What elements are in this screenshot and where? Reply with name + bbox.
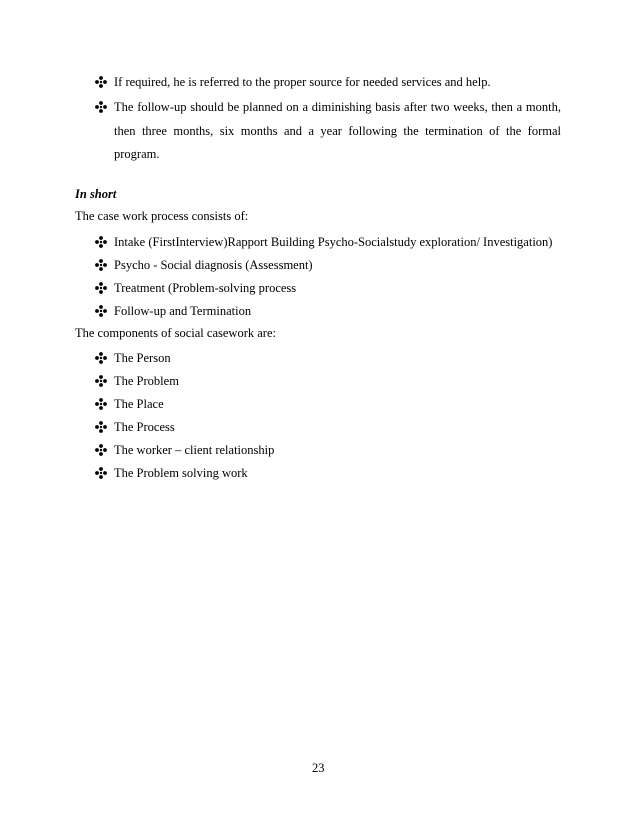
diamond-bullet-icon xyxy=(95,398,107,410)
list-item: The Problem solving work xyxy=(114,466,248,480)
diamond-bullet-icon xyxy=(95,236,107,248)
diamond-bullet-icon xyxy=(95,305,107,317)
bullet-text-continued: program. xyxy=(114,147,160,161)
diamond-bullet-icon xyxy=(95,76,107,88)
list-item: The worker – client relationship xyxy=(114,443,275,457)
diamond-bullet-icon xyxy=(95,259,107,271)
diamond-bullet-icon xyxy=(95,421,107,433)
bullet-text: If required, he is referred to the proper source for needed services and help. xyxy=(114,75,491,89)
page-number: 23 xyxy=(312,761,325,775)
list-item: The Process xyxy=(114,420,175,434)
section-intro: The case work process consists of: xyxy=(75,209,249,223)
bullet-text-continued: then three months, six months and a year following the termination of the formal xyxy=(114,124,561,138)
diamond-bullet-icon xyxy=(95,444,107,456)
list-item: The Place xyxy=(114,397,164,411)
list-item: The Person xyxy=(114,351,171,365)
diamond-bullet-icon xyxy=(95,101,107,113)
components-intro: The components of social casework are: xyxy=(75,326,276,340)
bullet-text: The follow-up should be planned on a diminishing basis after two weeks, then a month, xyxy=(114,100,561,114)
diamond-bullet-icon xyxy=(95,282,107,294)
diamond-bullet-icon xyxy=(95,467,107,479)
list-item: Psycho - Social diagnosis (Assessment) xyxy=(114,258,313,272)
section-heading: In short xyxy=(75,187,117,201)
list-item: The Problem xyxy=(114,374,179,388)
list-item: Treatment (Problem-solving process xyxy=(114,281,297,295)
list-item: Follow-up and Termination xyxy=(114,304,252,318)
list-item: Intake (FirstInterview)Rapport Building Psycho-Socialstudy exploration/ Investigation) xyxy=(114,235,553,249)
diamond-bullet-icon xyxy=(95,375,107,387)
diamond-bullet-icon xyxy=(95,352,107,364)
